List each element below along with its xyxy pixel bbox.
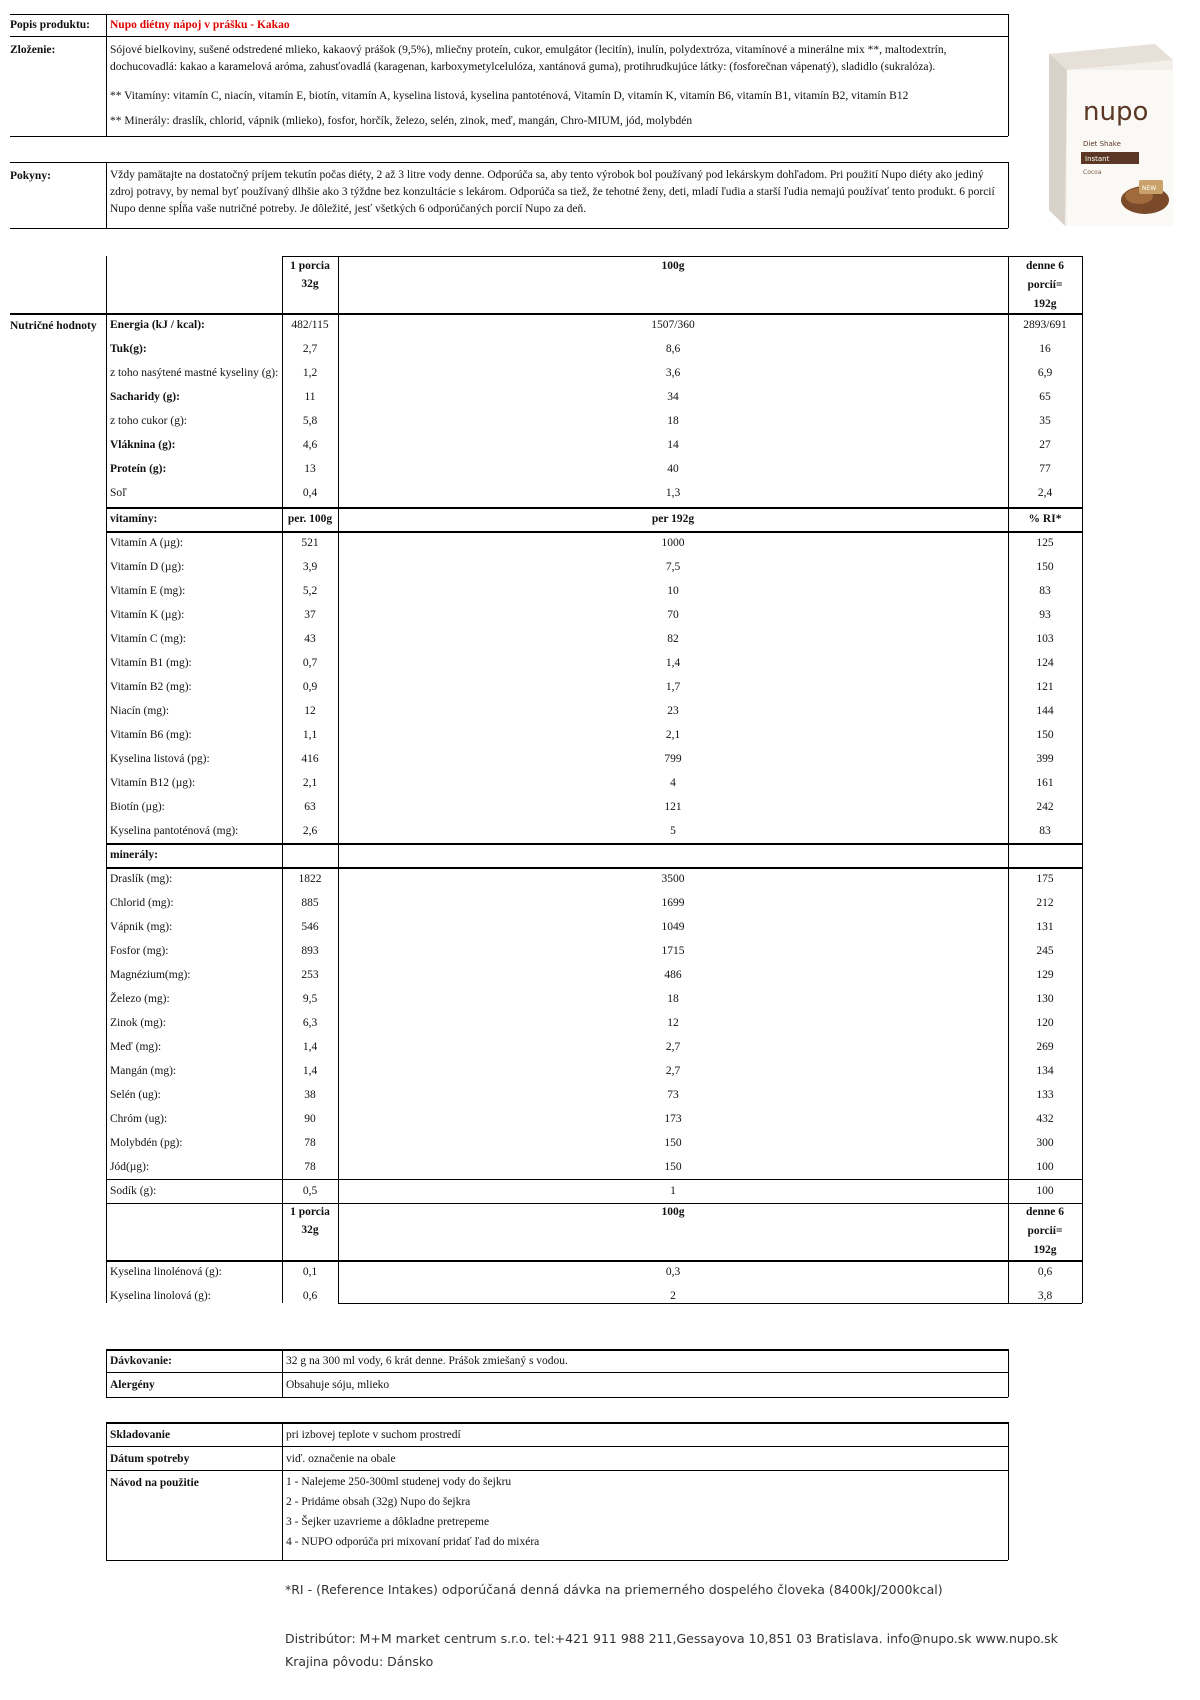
minerals-header-label: minerály: — [110, 849, 158, 861]
head2-col1: 1 porcia — [290, 1206, 330, 1218]
nutrition-row-2-col2: 3,6 — [665, 367, 681, 379]
vitamin-row-8-label: Vitamín B6 (mg): — [110, 729, 192, 741]
nutrition-row-0-label: Energia (kJ / kcal): — [110, 319, 205, 331]
pokyny-text: Vždy pamätajte na dostatočný príjem tekutín počas diéty, 2 až 3 litre vody denne. Odporúča sa, aby tento výrobok bol používaný pod lekárskym dohľadom. Pri použití Nupo diéty ako jediný zdroj potravy, by nemal byť používaný dlhšie ako 3 týždne bez konzultácie s lekárom. Odporúča sa tiež, že tehotné ženy, deti, mladí ľudia a starší ľudia nemajú používať tento produkt. 6 porcií Nupo denne spĺňa vaše nutričné potreby. Je dôležité, jesť všetkých 6 odporúčaných porcií Nupo za deň. — [110, 169, 995, 215]
origin-text: Krajina pôvodu: Dánsko — [285, 1654, 434, 1669]
mineral-row-9-col3: 133 — [1036, 1089, 1054, 1101]
mineral-row-0-col2: 3500 — [661, 873, 685, 885]
vitamin-row-8-col2: 2,1 — [665, 729, 681, 741]
mineral-row-2-label: Vápnik (mg): — [110, 921, 173, 933]
navod-step-1: 1 - Nalejeme 250-300ml studenej vody do šejkru — [286, 1476, 512, 1488]
nutrition-row-3-label: Sacharidy (g): — [110, 391, 180, 403]
mineral-row-9-col1: 38 — [304, 1089, 316, 1101]
vitaminy-text: ** Vitamíny: vitamín C, niacín, vitamín E, biotín, vitamín A, kyselina listová, kyselina pantoténová, Vitamín D, vitamín K, vitamín B6, vitamín B1, vitamín B2, vitamín B12 — [110, 90, 909, 102]
mineral-row-1-label: Chlorid (mg): — [110, 897, 174, 909]
skladovanie-label: Skladovanie — [110, 1429, 171, 1441]
mineral-row-4-col3: 129 — [1036, 969, 1054, 981]
acid-row-1-label: Kyselina linolová (g): — [110, 1290, 211, 1302]
acid-row-1-col1: 0,6 — [302, 1290, 318, 1302]
vitamin-row-9-col3: 399 — [1036, 753, 1054, 765]
vitamin-row-9-label: Kyselina listová (pg): — [110, 753, 210, 765]
mineral-row-1-col3: 212 — [1036, 897, 1054, 909]
mineral-row-8-col2: 2,7 — [665, 1065, 681, 1077]
mineral-row-5-col1: 9,5 — [302, 993, 318, 1005]
vitamin-row-10-label: Vitamín B12 (µg): — [110, 777, 196, 789]
mineral-row-2-col2: 1049 — [661, 921, 685, 933]
vitamin-row-5-label: Vitamín B1 (mg): — [110, 657, 192, 669]
mineral-row-3-col2: 1715 — [661, 945, 685, 957]
acid-row-0-label: Kyselina linolénová (g): — [110, 1266, 222, 1278]
vitamins-header-col2: per 192g — [651, 513, 695, 525]
mineral-row-10-col3: 432 — [1036, 1113, 1054, 1125]
mineral-row-10-col1: 90 — [304, 1113, 316, 1125]
alergeny-label: Alergény — [110, 1379, 155, 1391]
nutrition-row-3-col3: 65 — [1039, 391, 1051, 403]
box-badge: NEW — [1142, 185, 1157, 192]
nutrition-row-7-col2: 1,3 — [665, 487, 681, 499]
mineral-row-0-col3: 175 — [1036, 873, 1054, 885]
mineral-row-12-label: Jód(µg): — [110, 1161, 150, 1173]
vitamin-row-9-col1: 416 — [301, 753, 319, 765]
nutrition-row-0-col1: 482/115 — [291, 319, 329, 331]
nutrition-row-0-col3: 2893/691 — [1023, 319, 1067, 331]
skladovanie-value: pri izbovej teplote v suchom prostredí — [286, 1429, 461, 1441]
sodik-row-label: Sodík (g): — [110, 1185, 157, 1197]
mineral-row-9-label: Selén (ug): — [110, 1089, 161, 1101]
vitamin-row-1-label: Vitamín D (µg): — [110, 561, 185, 573]
vitamin-row-12-col2: 5 — [670, 825, 676, 837]
vitamin-row-2-col3: 83 — [1039, 585, 1051, 597]
zlozenie-label: Zloženie: — [10, 44, 56, 56]
vitamins-header-label: vitamíny: — [110, 513, 158, 525]
nutrition-row-5-col1: 4,6 — [302, 439, 318, 451]
nutrition-row-5-col2: 14 — [667, 439, 679, 451]
head-col3: denne 6 — [1025, 260, 1065, 272]
vitamin-row-3-col1: 37 — [304, 609, 316, 621]
vitamin-row-3-label: Vitamín K (µg): — [110, 609, 185, 621]
mineral-row-12-col3: 100 — [1036, 1161, 1054, 1173]
head2-col2: 100g — [661, 1206, 685, 1218]
vitamin-row-0-label: Vitamín A (µg): — [110, 537, 184, 549]
sodik-row-col2: 1 — [670, 1185, 676, 1197]
mineral-row-6-label: Zinok (mg): — [110, 1017, 166, 1029]
mineral-row-11-col1: 78 — [304, 1137, 316, 1149]
box-line2: Instant — [1085, 155, 1110, 163]
acid-row-0-col3: 0,6 — [1037, 1266, 1053, 1278]
mineral-row-7-col3: 269 — [1036, 1041, 1054, 1053]
mineral-row-12-col2: 150 — [664, 1161, 682, 1173]
nutrition-row-7-col1: 0,4 — [302, 487, 318, 499]
vitamin-row-5-col1: 0,7 — [302, 657, 318, 669]
alergeny-value: Obsahuje sóju, mlieko — [286, 1379, 390, 1391]
nutrition-row-7-col3: 2,4 — [1037, 487, 1053, 499]
mineral-row-5-col3: 130 — [1036, 993, 1054, 1005]
mineral-row-6-col1: 6,3 — [302, 1017, 318, 1029]
mineral-row-8-col3: 134 — [1036, 1065, 1054, 1077]
vitamin-row-10-col2: 4 — [670, 777, 676, 789]
vitamin-row-1-col2: 7,5 — [665, 561, 681, 573]
vitamin-row-6-col3: 121 — [1036, 681, 1054, 693]
nutrition-row-1-col2: 8,6 — [665, 343, 681, 355]
head-col2: 100g — [661, 260, 685, 272]
vitamin-row-4-col3: 103 — [1036, 633, 1054, 645]
mineral-row-5-col2: 18 — [667, 993, 679, 1005]
vitamin-row-4-label: Vitamín C (mg): — [110, 633, 186, 645]
vitamin-row-11-col2: 121 — [664, 801, 682, 813]
mineral-row-7-col1: 1,4 — [302, 1041, 318, 1053]
mineral-row-12-col1: 78 — [304, 1161, 316, 1173]
mineral-row-10-col2: 173 — [664, 1113, 682, 1125]
vitamin-row-5-col3: 124 — [1036, 657, 1054, 669]
nutricne-hodnoty-label: Nutričné hodnoty — [10, 320, 97, 332]
head2-col1b: 32g — [301, 1224, 319, 1236]
datum-value: viď. označenie na obale — [286, 1453, 396, 1465]
acid-row-0-col1: 0,1 — [302, 1266, 318, 1278]
nutrition-row-4-col1: 5,8 — [302, 415, 318, 427]
head-col3b: porcií= — [1027, 279, 1063, 291]
mineral-row-8-label: Mangán (mg): — [110, 1065, 177, 1077]
box-line3: Cocoa — [1083, 169, 1102, 176]
product-box-image — [1043, 40, 1178, 230]
vitamin-row-3-col2: 70 — [667, 609, 679, 621]
nutrition-row-3-col1: 11 — [304, 391, 316, 403]
mineral-row-4-label: Magnézium(mg): — [110, 969, 191, 981]
vitamin-row-12-label: Kyselina pantoténová (mg): — [110, 825, 239, 837]
navod-step-4: 4 - NUPO odporúča pri mixovaní pridať ľad do mixéra — [286, 1536, 540, 1548]
navod-step-3: 3 - Šejker uzavrieme a dôkladne pretrepeme — [286, 1516, 490, 1528]
vitamin-row-7-col1: 12 — [304, 705, 316, 717]
mineral-row-6-col3: 120 — [1036, 1017, 1054, 1029]
vitamin-row-8-col1: 1,1 — [302, 729, 318, 741]
nutrition-row-4-col2: 18 — [667, 415, 679, 427]
nutrition-row-5-label: Vláknina (g): — [110, 439, 176, 451]
datum-label: Dátum spotreby — [110, 1453, 190, 1465]
zlozenie-text: Sójové bielkoviny, sušené odstredené mlieko, kakaový prášok (9,5%), mliečny proteín, cukor, emulgátor (lecitín), inulín, polydextróza, vitamínové a minerálne mix **, maltodextrín, dochucovadlá: kakao a karamelová aróma, zahusťovadlá (karagenan, karboxymetylcelulóza, xantánová guma), protihrudkujúce látky: (fosforečnan vápenatý), sladidlo (sukralóza). — [110, 44, 947, 73]
acid-row-1-col2: 2 — [670, 1290, 676, 1302]
box-line1: Diet Shake — [1083, 140, 1121, 148]
vitamin-row-11-label: Biotín (µg): — [110, 801, 165, 813]
nutrition-row-6-col1: 13 — [304, 463, 316, 475]
nutrition-row-2-col1: 1,2 — [302, 367, 318, 379]
navod-step-2: 2 - Pridáme obsah (32g) Nupo do šejkra — [286, 1496, 471, 1508]
vitamin-row-6-label: Vitamín B2 (mg): — [110, 681, 192, 693]
mineral-row-1-col2: 1699 — [661, 897, 685, 909]
mineral-row-0-label: Draslík (mg): — [110, 873, 173, 885]
mineral-row-7-label: Meď (mg): — [110, 1041, 162, 1053]
vitamin-row-7-label: Niacín (mg): — [110, 705, 170, 717]
mineraly-text: ** Minerály: draslík, chlorid, vápnik (mlieko), fosfor, horčík, železo, selén, zinok, meď, mangán, Chro-MIUM, jód, molybdén — [110, 115, 693, 127]
acid-row-0-col2: 0,3 — [665, 1266, 681, 1278]
distributor-text: Distribútor: M+M market centrum s.r.o. tel:+421 911 988 211,Gessayova 10,851 03 Bratislava. info@nupo.sk www.nupo.sk — [285, 1631, 1058, 1646]
mineral-row-2-col1: 546 — [301, 921, 319, 933]
mineral-row-2-col3: 131 — [1036, 921, 1054, 933]
nutrition-row-6-col3: 77 — [1039, 463, 1051, 475]
vitamin-row-12-col1: 2,6 — [302, 825, 318, 837]
mineral-row-0-col1: 1822 — [298, 873, 322, 885]
mineral-row-8-col1: 1,4 — [302, 1065, 318, 1077]
nutrition-row-2-col3: 6,9 — [1037, 367, 1053, 379]
vitamin-row-4-col1: 43 — [304, 633, 316, 645]
mineral-row-5-label: Železo (mg): — [110, 993, 170, 1005]
nutrition-row-3-col2: 34 — [667, 391, 679, 403]
nutrition-row-4-col3: 35 — [1039, 415, 1051, 427]
nutrition-row-0-col2: 1507/360 — [651, 319, 695, 331]
vitamin-row-6-col1: 0,9 — [302, 681, 318, 693]
vitamin-row-1-col1: 3,9 — [302, 561, 318, 573]
mineral-row-6-col2: 12 — [667, 1017, 679, 1029]
mineral-row-4-col1: 253 — [301, 969, 319, 981]
davkovanie-label: Dávkovanie: — [110, 1355, 172, 1367]
vitamin-row-11-col1: 63 — [304, 801, 316, 813]
vitamin-row-2-col2: 10 — [667, 585, 679, 597]
davkovanie-value: 32 g na 300 ml vody, 6 krát denne. Prášok zmiešaný s vodou. — [286, 1355, 568, 1367]
nutrition-row-6-label: Proteín (g): — [110, 463, 167, 475]
vitamin-row-7-col3: 144 — [1036, 705, 1054, 717]
vitamin-row-11-col3: 242 — [1036, 801, 1054, 813]
nutrition-row-1-label: Tuk(g): — [110, 343, 147, 355]
sodik-row-col1: 0,5 — [302, 1185, 318, 1197]
mineral-row-4-col2: 486 — [664, 969, 682, 981]
brand-logo: nupo — [1083, 97, 1149, 127]
vitamin-row-10-col3: 161 — [1036, 777, 1054, 789]
mineral-row-3-col3: 245 — [1036, 945, 1054, 957]
head-col3c: 192g — [1033, 298, 1057, 310]
navod-label: Návod na použitie — [110, 1477, 199, 1489]
acid-row-1-col3: 3,8 — [1037, 1290, 1053, 1302]
vitamin-row-6-col2: 1,7 — [665, 681, 681, 693]
vitamin-row-8-col3: 150 — [1036, 729, 1054, 741]
pokyny-label: Pokyny: — [10, 170, 51, 182]
nutrition-row-7-label: Soľ — [110, 487, 127, 499]
mineral-row-3-label: Fosfor (mg): — [110, 945, 169, 957]
vitamins-header-col3: % RI* — [1028, 513, 1062, 525]
sodik-row-col3: 100 — [1036, 1185, 1054, 1197]
mineral-row-1-col1: 885 — [301, 897, 319, 909]
vitamin-row-0-col3: 125 — [1036, 537, 1054, 549]
vitamin-row-12-col3: 83 — [1039, 825, 1051, 837]
vitamin-row-0-col2: 1000 — [661, 537, 685, 549]
mineral-row-11-col3: 300 — [1036, 1137, 1054, 1149]
head-col1: 1 porcia — [290, 260, 330, 272]
vitamin-row-3-col3: 93 — [1039, 609, 1051, 621]
vitamin-row-9-col2: 799 — [664, 753, 682, 765]
head2-col3c: 192g — [1033, 1244, 1057, 1256]
head2-col3b: porcií= — [1027, 1225, 1063, 1237]
vitamin-row-7-col2: 23 — [667, 705, 679, 717]
nutrition-row-2-label: z toho nasýtené mastné kyseliny (g): — [110, 367, 279, 379]
nutrition-row-4-label: z toho cukor (g): — [110, 415, 187, 427]
vitamin-row-2-col1: 5,2 — [302, 585, 318, 597]
vitamin-row-10-col1: 2,1 — [302, 777, 318, 789]
nutrition-row-5-col3: 27 — [1039, 439, 1051, 451]
mineral-row-3-col1: 893 — [301, 945, 319, 957]
head-col1b: 32g — [301, 278, 319, 290]
vitamin-row-5-col2: 1,4 — [665, 657, 681, 669]
mineral-row-7-col2: 2,7 — [665, 1041, 681, 1053]
vitamin-row-1-col3: 150 — [1036, 561, 1054, 573]
popis-label: Popis produktu: — [10, 19, 91, 31]
mineral-row-9-col2: 73 — [667, 1089, 679, 1101]
ri-footnote: *RI - (Reference Intakes) odporúčaná denná dávka na priemerného dospelého človeka (8400kJ/2000kcal) — [285, 1582, 943, 1597]
mineral-row-11-label: Molybdén (pg): — [110, 1137, 183, 1149]
head2-col3: denne 6 — [1025, 1206, 1065, 1218]
vitamin-row-4-col2: 82 — [667, 633, 679, 645]
vitamin-row-0-col1: 521 — [301, 537, 319, 549]
product-name: Nupo diétny nápoj v prášku - Kakao — [110, 19, 290, 31]
nutrition-row-6-col2: 40 — [667, 463, 679, 475]
mineral-row-10-label: Chróm (ug): — [110, 1113, 168, 1125]
nutrition-row-1-col1: 2,7 — [302, 343, 318, 355]
nutrition-row-1-col3: 16 — [1039, 343, 1051, 355]
vitamins-header-col1: per. 100g — [287, 513, 333, 525]
mineral-row-11-col2: 150 — [664, 1137, 682, 1149]
vitamin-row-2-label: Vitamín E (mg): — [110, 585, 186, 597]
